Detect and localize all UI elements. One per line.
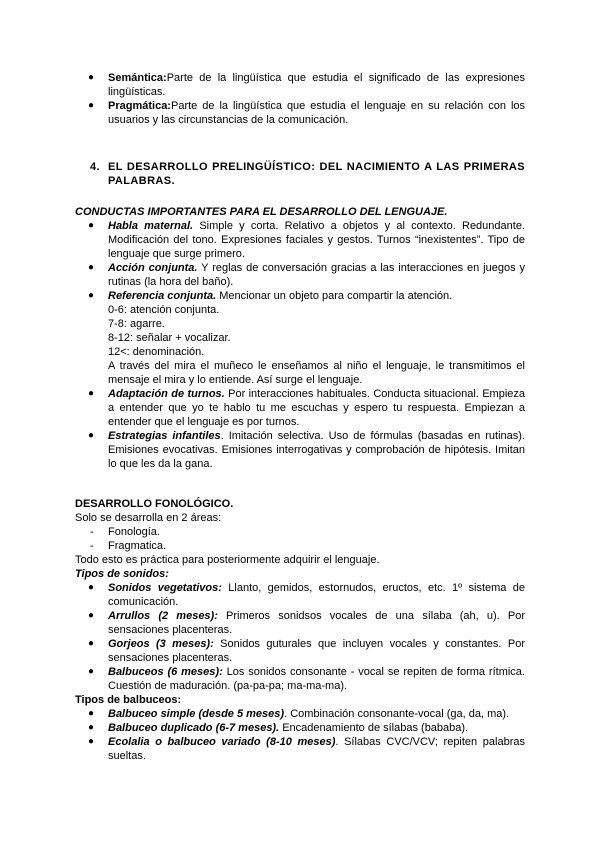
- definition: Primeros sonidsos vocales de una sílaba (ah, u). Por sensaciones placenteras.: [108, 610, 525, 636]
- list-item: [0, 71, 600, 99]
- term: Gorjeos (3 meses):: [108, 638, 214, 650]
- definition: Y reglas de conversación gracias a las interacciones en juegos y rutinas (la hora del baño).: [108, 262, 525, 288]
- list-item: [0, 609, 600, 637]
- area-label: Fonología.: [108, 526, 160, 538]
- bullet-icon: ●: [88, 666, 95, 677]
- definition: Sonidos guturales que incluyen vocales y constantes. Por sensaciones placenteras.: [108, 638, 525, 664]
- term: Semántica:: [108, 72, 167, 84]
- stage-line: 12<: denominación.: [108, 346, 205, 358]
- tipos-balbuceos-heading: Tipos de balbuceos:: [75, 694, 182, 706]
- term: Acción conjunta.: [108, 262, 198, 274]
- list-item: [0, 429, 600, 471]
- bullet-icon: ●: [88, 582, 95, 593]
- definition: Simple y corta. Relativo a objetos y al contexto. Redundante. Modificación del tono. Expresiones faciales y gestos. Turnos “inexistentes”. Tipo de lenguaje que surge primero.: [108, 220, 525, 260]
- term: Referencia conjunta.: [108, 290, 217, 302]
- bullet-icon: ●: [88, 262, 95, 273]
- stage-line: 8-12: señalar + vocalizar.: [108, 332, 231, 344]
- list-item: [0, 99, 600, 127]
- section-title: EL DESARROLLO PRELINGÜÍSTICO: DEL NACIMIENTO A LAS PRIMERAS PALABRAS.: [108, 161, 525, 187]
- term: Balbuceos (6 meses):: [108, 666, 223, 678]
- list-item: [0, 721, 600, 735]
- bullet-icon: ●: [88, 388, 95, 399]
- list-item: [0, 387, 600, 429]
- area-label: Fragmatica.: [108, 540, 167, 552]
- term: Estrategias infantiles: [108, 430, 221, 442]
- definition: . Sílabas CVC/VCV; repiten palabras sueltas.: [108, 736, 525, 762]
- referencia-note: A través del mira el muñeco le enseñamos al niño el lenguaje, le transmitimos el mensaje el mira y lo entiende. Así surge el lenguaje.: [108, 360, 525, 386]
- definition: Encadenamiento de sílabas (bababa).: [279, 722, 469, 734]
- bullet-icon: ●: [88, 708, 95, 719]
- term: Arrullos (2 meses):: [108, 610, 218, 622]
- fonologico-heading: DESARROLLO FONOLÓGICO.: [75, 498, 234, 510]
- bullet-icon: ●: [88, 430, 95, 441]
- list-item: [0, 219, 600, 261]
- intro-text: Solo se desarrolla en 2 áreas:: [75, 512, 222, 524]
- bullet-icon: ●: [88, 290, 95, 301]
- term: Pragmática:: [108, 100, 171, 112]
- term: Adaptación de turnos.: [108, 388, 225, 400]
- area-item: [0, 525, 600, 539]
- list-item: [0, 735, 600, 763]
- list-item: [0, 261, 600, 289]
- stage-line: 0-6: atención conjunta.: [108, 304, 220, 316]
- bullet-icon: ●: [88, 100, 95, 111]
- term: Balbuceo simple (desde 5 meses): [108, 708, 285, 720]
- list-item: [0, 637, 600, 665]
- bullet-icon: ●: [88, 736, 95, 747]
- definition: Parte de la lingüística que estudia el lenguaje en su relación con los usuarios y las circunstancias de la comunicación.: [108, 100, 525, 126]
- list-item: [0, 289, 600, 303]
- definition: . Imitación selectiva. Uso de fórmulas (basadas en rutinas). Emisiones evocativas. Emisiones interrogativas y comprobación de hipótesis. Imitan lo que les da la gana.: [108, 430, 525, 470]
- section-number: 4.: [90, 161, 100, 173]
- bullet-icon: ●: [88, 220, 95, 231]
- area-item: [0, 539, 600, 553]
- term: Sonidos vegetativos:: [108, 582, 222, 594]
- term: Habla maternal.: [108, 220, 194, 232]
- list-item: [0, 581, 600, 609]
- list-item: [0, 707, 600, 721]
- conductas-list: [0, 219, 600, 471]
- dash-icon: -: [90, 540, 94, 552]
- list-item: [0, 665, 600, 693]
- definition: Por interacciones habituales. Conducta situacional. Empieza a entender que yo te hablo tu me escuchas y espero tu respuesta. Empiezan a entender que el lenguaje es por turnos.: [108, 388, 525, 428]
- definition: Los sonidos consonante - vocal se repiten de forma rítmica. Cuestión de maduración. (pa-pa-pa; ma-ma-ma).: [108, 666, 525, 692]
- term: Ecolalia o balbuceo variado (8-10 meses): [108, 736, 336, 748]
- definition: Parte de la lingüística que estudia el significado de las expresiones lingüísticas.: [108, 72, 525, 98]
- definition: . Combinación consonante-vocal (ga, da, ma).: [284, 708, 510, 720]
- definition: Llanto, gemidos, estornudos, eructos, etc. 1º sistema de comunicación.: [108, 582, 526, 608]
- term: Balbuceo duplicado (6-7 meses).: [108, 722, 280, 734]
- conductas-heading: CONDUCTAS IMPORTANTES PARA EL DESARROLLO DEL LENGUAJE.: [75, 206, 448, 218]
- stage-line: 7-8: agarre.: [108, 318, 165, 330]
- bullet-icon: ●: [88, 722, 95, 733]
- tipos-sonidos-heading: Tipos de sonidos:: [75, 568, 169, 580]
- section-heading: [0, 160, 600, 188]
- definition: Mencionar un objeto para compartir la atención.: [216, 290, 453, 302]
- fonologico-section: [0, 511, 600, 763]
- bullet-icon: ●: [88, 638, 95, 649]
- outro-text: Todo esto es práctica para posteriormente adquirir el lenguaje.: [75, 554, 380, 566]
- dash-icon: -: [90, 526, 94, 538]
- semantic-list: [0, 71, 600, 127]
- bullet-icon: ●: [88, 72, 95, 83]
- bullet-icon: ●: [88, 610, 95, 621]
